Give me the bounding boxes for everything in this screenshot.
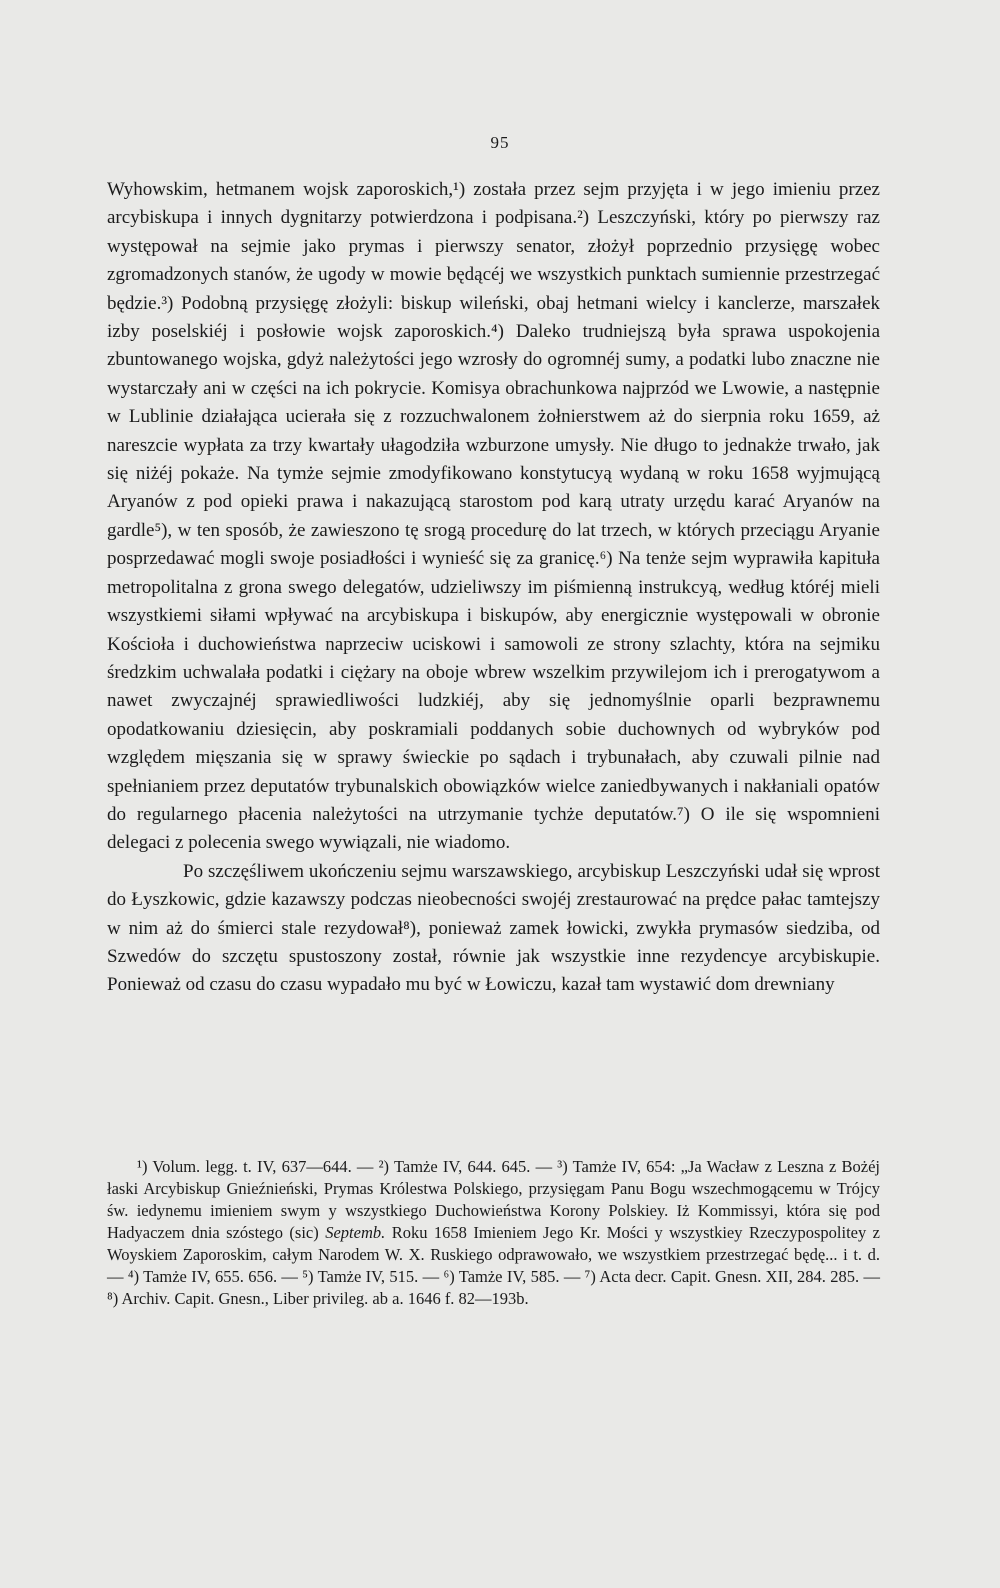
footnote-part: Roku 1658 Imieniem Jego Kr. Mości y wszystkiey Rzeczypospolitey z Woyskiem Zaporoskim, całym Narodem W. X. Ruskiego odprawowało, we wszystkiem przestrzegać będę... i t. d. — ⁴) Tamże IV, 655. 656. — ⁵) Tamże IV, 515. — ⁶) Tamże IV, 585. — ⁷) Acta decr. Capit. Gnesn. XII, 284. 285. — ⁸) Archiv. Capit. Gnesn., Liber privileg. ab a. 1646 f. 82—193b. — [107, 1223, 881, 1308]
footnote-part: ¹) Volum. legg. t. IV, 637—644. — ²) Tamże IV, 644. 645. — ³) Tamże IV, 654: „Ja Wacław z Leszna z Bożéj łaski Arcybiskup Gnieźnieński, Prymas Królestwa Polskiego, przysięgam Panu Bogu wszechmogącemu w Trójcy św. iedynemu imieniem swym y wszystkiego Duchowieństwa Korony Polskiey. Iż Kommissyi, która się pod Hadyaczem dnia szóstego (sic) — [107, 1157, 880, 1242]
main-text — [107, 176, 880, 1000]
footnote-italic: Septemb. — [325, 1223, 386, 1242]
paragraph: Wyhowskim, hetmanem wojsk zaporoskich,¹) została przez sejm przyjęta i w jego imieniu przez arcybiskupa i innych dygnitarzy potwierdzona i podpisana.²) Leszczyński, który po pierwszy raz występował na sejmie jako prymas i pierwszy senator, złożył poprzednio przysięgę wobec zgromadzonych stanów, że ugody w mowie będącéj we wszystkich punktach sumiennie przestrzegać będzie.³) Podobną przysięgę złożyli: biskup wileński, obaj hetmani wielcy i kanclerze, marszałek izby poselskiéj i posłowie wojsk zaporoskich.⁴) Daleko trudniejszą była sprawa uspokojenia zbuntowanego wojska, gdyż należytości jego wzrosły do ogromnéj sumy, a podatki lubo znaczne nie wystarczały ani w części na ich pokrycie. Komisya obrachunkowa najprzód we Lwowie, a następnie w Lublinie działająca ucierała się z rozzuchwalonem żołnierstwem aż do sierpnia roku 1659, aż nareszcie wypłata za trzy kwartały ułagodziła wzburzone umysły. Nie długo to jednakże trwało, jak się niżéj pokaże. Na tymże sejmie zmodyfikowano konstytucyą wydaną w roku 1658 wyjmującą Aryanów z pod opieki prawa i nakazującą starostom pod karą utraty urzędu karać Aryanów na gardle⁵), w ten sposób, że zawieszono tę srogą procedurę do lat trzech, w których przeciągu Aryanie posprzedawać mogli swoje posiadłości i wynieść się za granicę.⁶) Na tenże sejm wyprawiła kapituła metropolitalna z grona swego delegatów, udzieliwszy im piśmienną instrukcyą, według któréj mieli wszystkiemi siłami wpływać na arcybiskupa i biskupów, aby energicznie występowali w obronie Kościoła i duchowieństwa naprzeciw uciskowi i samowoli ze strony szlachty, która na sejmiku średzkim uchwalała podatki i ciężary na oboje wbrew wszelkim przywilejom ich i prerogatywom a nawet zwyczajnéj sprawiedliwości ludzkiéj, aby się jednomyślnie oparli bezprawnemu opodatkowaniu dziesięcin, aby poskramiali poddanych sobie duchownych od wybryków pod względem mięszania się w sprawy świeckie po sądach i trybunałach, aby czuwali pilnie nad spełnianiem przez deputatów trybunalskich obowiązków wielce zaniedbywanych i nakłaniali opatów do regularnego płacenia należytości na utrzymanie tychże deputatów.⁷) O ile się wspomnieni delegaci z polecenia swego wywiązali, nie wiadomo. — [107, 179, 880, 854]
footnote-text — [107, 1156, 880, 1310]
page-number: 95 — [490, 133, 510, 152]
footnotes — [107, 1156, 880, 1310]
paragraph: Po szczęśliwem ukończeniu sejmu warszawskiego, arcybiskup Leszczyński udał się wprost do Łyszkowic, gdzie kazawszy podczas nieobecności swojéj zrestaurować na prędce pałac tamtejszy w nim aż do śmierci stale rezydował⁸), ponieważ zamek łowicki, zwykła prymasów siedziba, od Szwedów do szczętu spustoszony został, równie jak wszystkie inne rezydencye arcybiskupie. Ponieważ od czasu do czasu wypadało mu być w Łowiczu, kazał tam wystawić dom drewniany — [107, 860, 880, 996]
